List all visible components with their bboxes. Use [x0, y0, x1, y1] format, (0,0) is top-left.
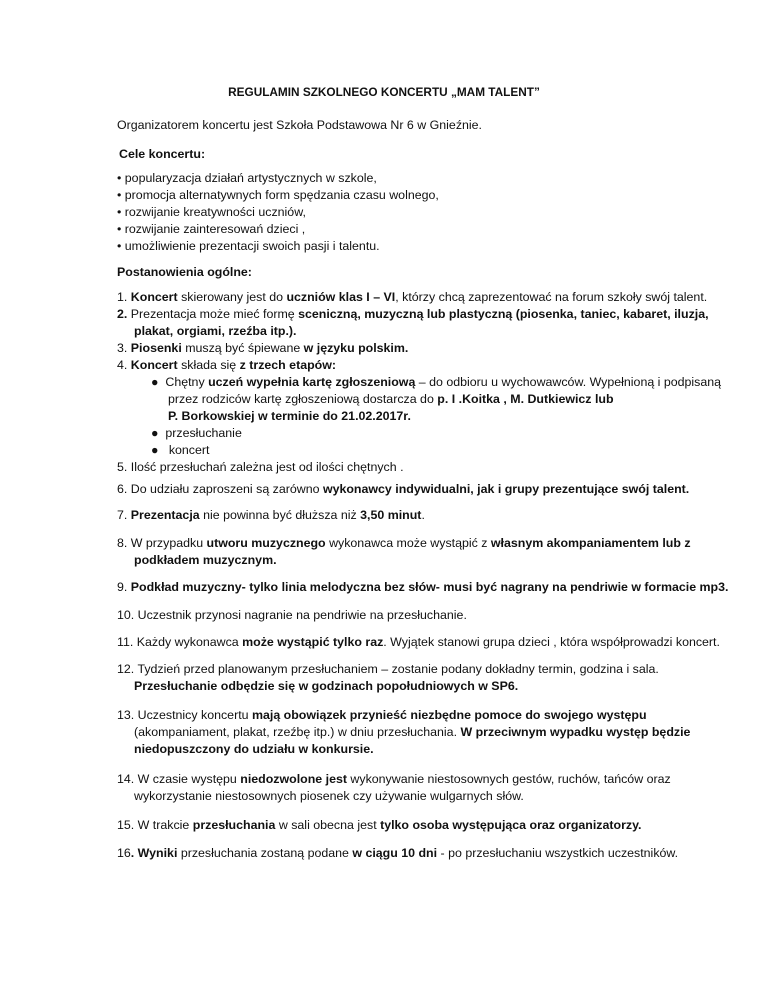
- stage-2: ● przesłuchanie: [151, 426, 242, 440]
- bullet-icon: ●: [151, 443, 159, 457]
- rule-4: 4. Koncert składa się z trzech etapów:: [117, 358, 336, 372]
- rule-8: 8. W przypadku utworu muzycznego wykonawca może wystąpić z własnym akompaniamentem lub z podkładem muzycznym.: [117, 536, 691, 567]
- stage-1-continued: przez rodziców kartę zgłoszeniową dostarcza do p. I .Koitka , M. Dutkiewicz lub: [168, 392, 614, 406]
- goals-heading: Cele koncertu:: [119, 147, 206, 161]
- rule-11: 11. Każdy wykonawca może wystąpić tylko raz. Wyjątek stanowi grupa dzieci , która współprowadzi koncert.: [117, 635, 720, 649]
- bullet-icon: ●: [151, 426, 159, 440]
- general-rules-heading: Postanowienia ogólne:: [117, 265, 252, 279]
- stage-1: ● Chętny uczeń wypełnia kartę zgłoszeniową – do odbioru u wychowawców. Wypełnioną i podpisaną: [151, 375, 722, 389]
- goal-item: • popularyzacja działań artystycznych w szkole,: [117, 171, 377, 185]
- rule-12: 12. Tydzień przed planowanym przesłuchaniem – zostanie podany dokładny termin, godzina i sala. Przesłuchanie odbędzie się w godzinach popołudniowych w SP6.: [117, 662, 659, 693]
- stage-3: ● koncert: [151, 443, 210, 457]
- goal-item: • rozwijanie zainteresowań dzieci ,: [117, 222, 306, 236]
- rule-15: 15. W trakcie przesłuchania w sali obecna jest tylko osoba występująca oraz organizatorzy.: [117, 818, 642, 832]
- rule-3: 3. Piosenki muszą być śpiewane w języku polskim.: [117, 341, 409, 355]
- rule-16: 16. Wyniki przesłuchania zostaną podane w ciągu 10 dni - po przesłuchaniu wszystkich uczestników.: [117, 846, 679, 860]
- rule-7: 7. Prezentacja nie powinna być dłuższa niż 3,50 minut.: [117, 508, 425, 522]
- rule-9: 9. Podkład muzyczny- tylko linia melodyczna bez słów- musi być nagrany na pendriwie w formacie mp3.: [117, 580, 729, 594]
- rule-6: 6. Do udziału zaproszeni są zarówno wykonawcy indywidualni, jak i grupy prezentujące swój talent.: [117, 482, 690, 496]
- goal-item: • promocja alternatywnych form spędzania czasu wolnego,: [117, 188, 439, 202]
- stage-1-deadline: P. Borkowskiej w terminie do 21.02.2017r.: [168, 409, 411, 423]
- rule-10: 10. Uczestnik przynosi nagranie na pendriwie na przesłuchanie.: [117, 608, 467, 622]
- goals-list: [117, 170, 737, 255]
- rule-2: 2. Prezentacja może mieć formę sceniczną, muzyczną lub plastyczną (piosenka, taniec, kabaret, iluzja,: [117, 307, 709, 321]
- goal-item: • umożliwienie prezentacji swoich pasji i talentu.: [117, 239, 380, 253]
- rules-1-to-5: [117, 289, 737, 476]
- document-title: REGULAMIN SZKOLNEGO KONCERTU „MAM TALENT”: [228, 85, 540, 99]
- rule-2-continued: plakat, orgiami, rzeźba itp.).: [134, 324, 297, 338]
- organizer-text: Organizatorem koncertu jest Szkoła Podstawowa Nr 6 w Gnieźnie.: [117, 118, 482, 132]
- rule-14: 14. W czasie występu niedozwolone jest wykonywanie niestosownych gestów, ruchów, tańców oraz wykorzystanie niestosownych piosenek czy używanie wulgarnych słów.: [117, 772, 671, 803]
- rule-1: 1. Koncert skierowany jest do uczniów klas I – VI, którzy chcą zaprezentować na forum szkoły swój talent.: [117, 290, 708, 304]
- bullet-icon: ●: [151, 375, 159, 389]
- goal-item: • rozwijanie kreatywności uczniów,: [117, 205, 306, 219]
- rule-13: 13. Uczestnicy koncertu mają obowiązek przynieść niezbędne pomoce do swojego występu (akompaniament, plakat, rzeźbę itp.) w dniu przesłuchania. W przeciwnym wypadku występ będzie niedopuszczony do udziału w konkursie.: [117, 708, 691, 756]
- rule-5: 5. Ilość przesłuchań zależna jest od ilości chętnych .: [117, 460, 404, 474]
